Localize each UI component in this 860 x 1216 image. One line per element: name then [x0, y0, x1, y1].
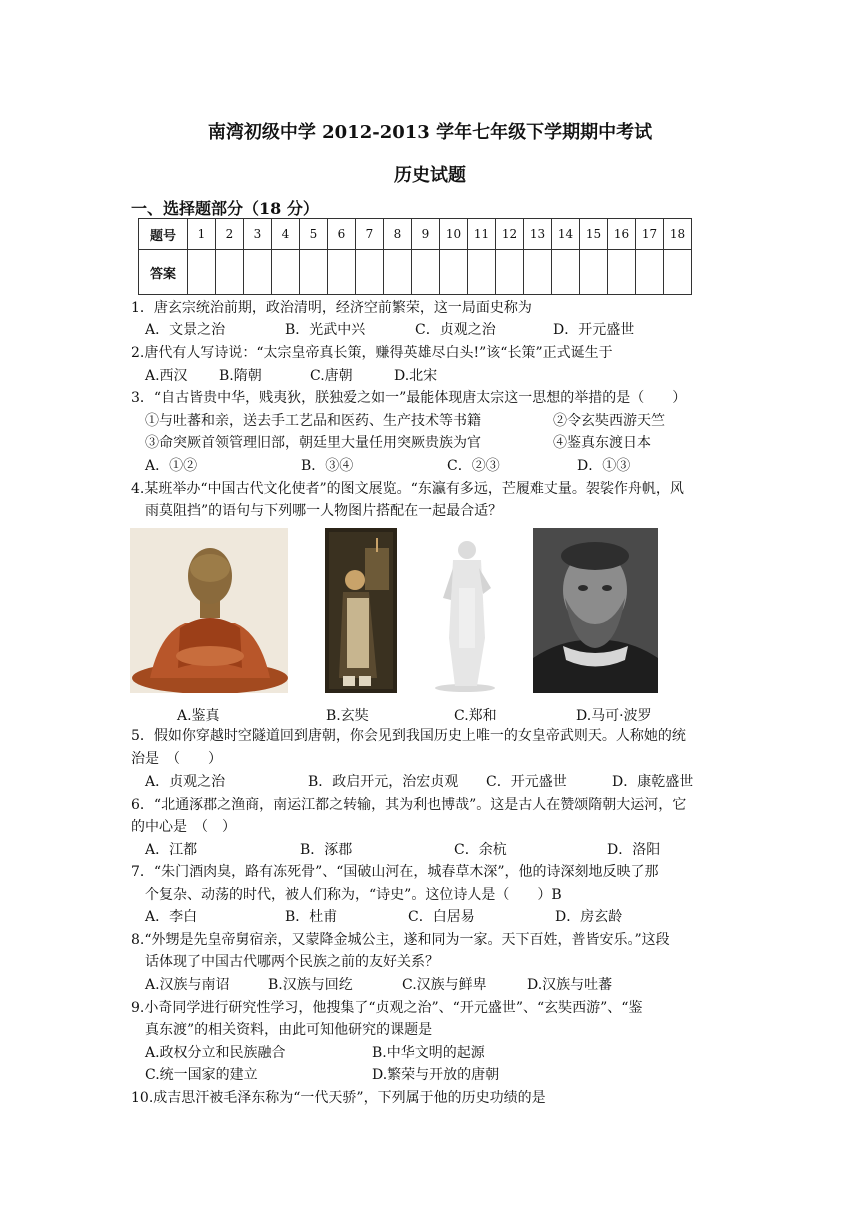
answer-cell[interactable] [524, 250, 552, 295]
option-c: C．余杭 [454, 842, 507, 858]
question-stem-continued: 的中心是 （ ） [131, 819, 236, 835]
option-b: B.中华文明的起源 [372, 1045, 485, 1061]
question-number-cell: 13 [524, 219, 552, 250]
option-a: A．李白 [145, 909, 198, 925]
option-c: C．开元盛世 [486, 774, 567, 790]
option-d: D.北宋 [394, 368, 438, 384]
option-d: D．房玄龄 [555, 909, 623, 925]
question-stem: 1．唐玄宗统治前期，政治清明，经济空前繁荣，这一局面史称为 [131, 300, 532, 316]
question-stem-continued: 治是 （ ） [131, 751, 222, 767]
question-number-cell: 12 [496, 219, 524, 250]
answer-table-number-row [139, 219, 692, 250]
caption-a: A.鉴真 [177, 708, 220, 724]
question-stem-continued: 真东渡”的相关资料，由此可知他研究的课题是 [145, 1022, 433, 1038]
option-d: D.繁荣与开放的唐朝 [372, 1067, 500, 1083]
section-heading: 一、选择题部分（18 分） [131, 199, 319, 218]
caption-c: C.郑和 [454, 708, 497, 724]
row-label-number: 题号 [139, 219, 188, 250]
option-c: C.汉族与鲜卑 [402, 977, 487, 993]
question-number-cell: 15 [580, 219, 608, 250]
option-a: A．文景之治 [145, 322, 226, 338]
answer-cell[interactable] [580, 250, 608, 295]
option-a: A.政权分立和民族融合 [145, 1045, 286, 1061]
answer-cell[interactable] [356, 250, 384, 295]
question-number-cell: 18 [664, 219, 692, 250]
caption-d: D.马可·波罗 [576, 708, 652, 724]
question-stem: 10.成吉思汗被毛泽东称为“一代天骄”，下列属于他的历史功绩的是 [131, 1090, 546, 1106]
option-b: B．光武中兴 [285, 322, 366, 338]
option-d: D．康乾盛世 [612, 774, 694, 790]
option-b: B.隋朝 [219, 368, 262, 384]
question-number-cell: 4 [272, 219, 300, 250]
question-number-cell: 2 [216, 219, 244, 250]
answer-cell[interactable] [384, 250, 412, 295]
answer-cell[interactable] [496, 250, 524, 295]
question-number-cell: 1 [188, 219, 216, 250]
question-stem-continued: 话体现了中国古代哪两个民族之前的友好关系？ [145, 954, 439, 970]
option-c: C．白居易 [408, 909, 475, 925]
exam-subtitle: 历史试题 [394, 165, 466, 186]
answer-cell[interactable] [636, 250, 664, 295]
question-number-cell: 11 [468, 219, 496, 250]
question-number-cell: 10 [440, 219, 468, 250]
answer-cell[interactable] [328, 250, 356, 295]
zhenghe-statue-photo [433, 528, 498, 693]
option-c: C.唐朝 [310, 368, 353, 384]
answer-cell[interactable] [552, 250, 580, 295]
question-number-cell: 9 [412, 219, 440, 250]
question-stem: 5．假如你穿越时空隧道回到唐朝，你会见到我国历史上唯一的女皇帝武则天。人称她的统 [131, 728, 686, 744]
question-number-cell: 5 [300, 219, 328, 250]
option-a: A．江都 [145, 842, 198, 858]
option-a: A.西汉 [145, 368, 188, 384]
answer-cell[interactable] [608, 250, 636, 295]
question-stem: 9.小奇同学进行研究性学习，他搜集了“贞观之治”、“开元盛世”、“玄奘西游”、“鉴 [131, 1000, 643, 1016]
option-c: C.统一国家的建立 [145, 1067, 258, 1083]
option-b: B．③④ [301, 458, 354, 474]
answer-cell[interactable] [300, 250, 328, 295]
xuanzang-painting-photo [325, 528, 397, 693]
question-stem-continued: 雨莫阻挡”的语句与下列哪一人物图片搭配在一起最合适？ [145, 503, 503, 519]
question-number-cell: 8 [384, 219, 412, 250]
question-stem: 7．“朱门酒肉臭，路有冻死骨”、“国破山河在，城春草木深”，他的诗深刻地反映了那 [131, 864, 659, 880]
option-b: B．政启开元，治宏贞观 [308, 774, 459, 790]
jianzhen-statue-photo [130, 528, 288, 693]
answer-cell[interactable] [216, 250, 244, 295]
option-b: B.汉族与回纥 [268, 977, 353, 993]
statement-1: ①与吐蕃和亲，送去手工艺品和医药、生产技术等书籍 [145, 413, 481, 429]
statement-2: ②令玄奘西游天竺 [553, 413, 665, 429]
question-number-cell: 14 [552, 219, 580, 250]
option-b: B．涿郡 [300, 842, 353, 858]
marco-polo-portrait-photo [533, 528, 658, 693]
question-stem-continued: 个复杂、动荡的时代，被人们称为，“诗史”。这位诗人是（ ）B [145, 887, 562, 903]
question-number-cell: 6 [328, 219, 356, 250]
answer-cell[interactable] [664, 250, 692, 295]
question-stem: 3．“自古皆贵中华，贱夷狄，朕独爱之如一”最能体现唐太宗这一思想的举措的是（ ） [131, 390, 687, 406]
option-c: C．②③ [447, 458, 500, 474]
option-a: A．贞观之治 [145, 774, 226, 790]
question-number-cell: 7 [356, 219, 384, 250]
answer-cell[interactable] [244, 250, 272, 295]
question-number-cell: 17 [636, 219, 664, 250]
caption-b: B.玄奘 [326, 708, 369, 724]
question-number-cell: 16 [608, 219, 636, 250]
answer-cell[interactable] [272, 250, 300, 295]
statement-3: ③命突厥首领管理旧部，朝廷里大量任用突厥贵族为官 [145, 435, 481, 451]
option-a: A．①② [145, 458, 198, 474]
question-stem: 4.某班举办“中国古代文化使者”的图文展览。“东瀛有多远，芒履难丈量。袈裟作舟帆，风 [131, 481, 684, 497]
option-d: D．开元盛世 [553, 322, 635, 338]
option-d: D．①③ [577, 458, 631, 474]
question-number-cell: 3 [244, 219, 272, 250]
question-stem: 2.唐代有人写诗说：“太宗皇帝真长策，赚得英雄尽白头!”该“长策”正式诞生于 [131, 345, 613, 361]
answer-cell[interactable] [188, 250, 216, 295]
option-a: A.汉族与南诏 [145, 977, 230, 993]
statement-4: ④鉴真东渡日本 [553, 435, 651, 451]
exam-title: 南湾初级中学 2012-2013 学年七年级下学期期中考试 [207, 122, 653, 143]
option-c: C．贞观之治 [415, 322, 496, 338]
option-d: D.汉族与吐蕃 [527, 977, 613, 993]
option-b: B．杜甫 [285, 909, 338, 925]
question-stem: 8.“外甥是先皇帝舅宿亲，又蒙降金城公主，遂和同为一家。天下百姓，普皆安乐。”这段 [131, 932, 670, 948]
answer-cell[interactable] [468, 250, 496, 295]
row-label-answer: 答案 [139, 250, 188, 295]
question-stem: 6．“北通涿郡之渔商，南运江都之转输，其为利也博哉”。这是古人在赞颂隋朝大运河，它 [131, 797, 687, 813]
option-d: D．洛阳 [607, 842, 661, 858]
answer-cell[interactable] [440, 250, 468, 295]
answer-table [138, 218, 692, 295]
answer-cell[interactable] [412, 250, 440, 295]
answer-table-answer-row [139, 250, 692, 295]
